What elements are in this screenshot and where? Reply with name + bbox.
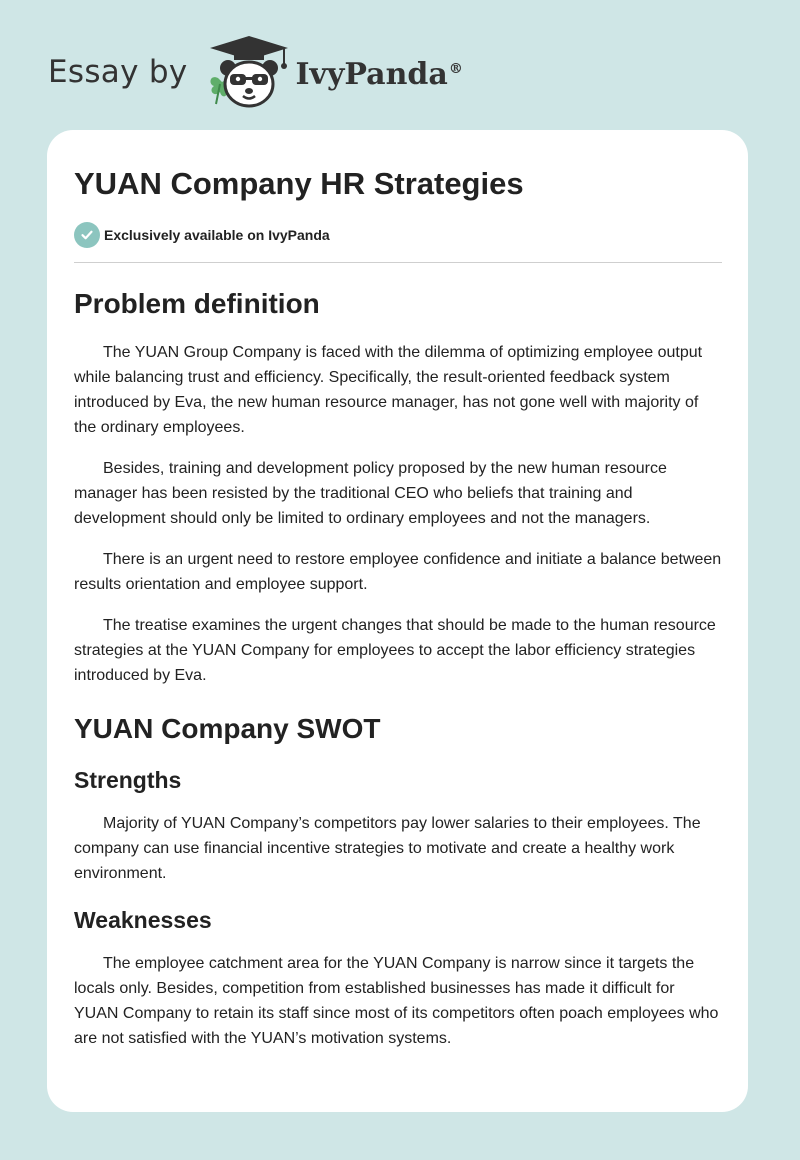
title-divider <box>74 262 722 263</box>
essay-content <box>74 166 722 1051</box>
panda-logo-icon <box>204 34 294 110</box>
availability-badge <box>74 222 722 248</box>
paragraph: The treatise examines the urgent changes that should be made to the human resource strategies at the YUAN Company for employees to accept the labor efficiency strategies introduced by Eva. <box>74 617 716 684</box>
paragraph: The YUAN Group Company is faced with the dilemma of optimizing employee output while balancing trust and efficiency. Specifically, the result-oriented feedback system introduced by Eva, the new human resource manager, has not gone well with majority of the ordinary employees. <box>74 344 703 436</box>
paragraph: There is an urgent need to restore employee confidence and initiate a balance between results orientation and employee support. <box>74 551 722 593</box>
checkmark-icon <box>74 222 100 248</box>
site-header-logo[interactable] <box>48 34 463 110</box>
paragraph: The employee catchment area for the YUAN Company is narrow since it targets the locals only. Besides, competition from established businesses has made it difficult for YUAN Company to retain its staff since most of its competitors often poach employees who are not satisfied with the YUAN’s motivation systems. <box>74 955 719 1047</box>
essay-by-label: Essay by <box>48 54 188 90</box>
paragraph: Majority of YUAN Company’s competitors pay lower salaries to their employees. The company can use financial incentive strategies to motivate and create a healthy work environment. <box>74 815 701 882</box>
subsection-heading-weaknesses: Weaknesses <box>74 907 212 933</box>
section-heading-swot: YUAN Company SWOT <box>74 713 381 744</box>
subsection-heading-strengths: Strengths <box>74 767 182 793</box>
section-heading-problem-definition: Problem definition <box>74 288 320 319</box>
essay-card <box>47 130 748 1112</box>
ivypanda-wordmark: IvyPanda® <box>295 56 463 92</box>
availability-text: Exclusively available on IvyPanda <box>104 227 330 243</box>
paragraph: Besides, training and development policy proposed by the new human resource manager has been resisted by the traditional CEO who beliefs that training and development should only be limited to ordinary employees and not the managers. <box>74 460 667 527</box>
page-title: YUAN Company HR Strategies <box>74 166 524 201</box>
